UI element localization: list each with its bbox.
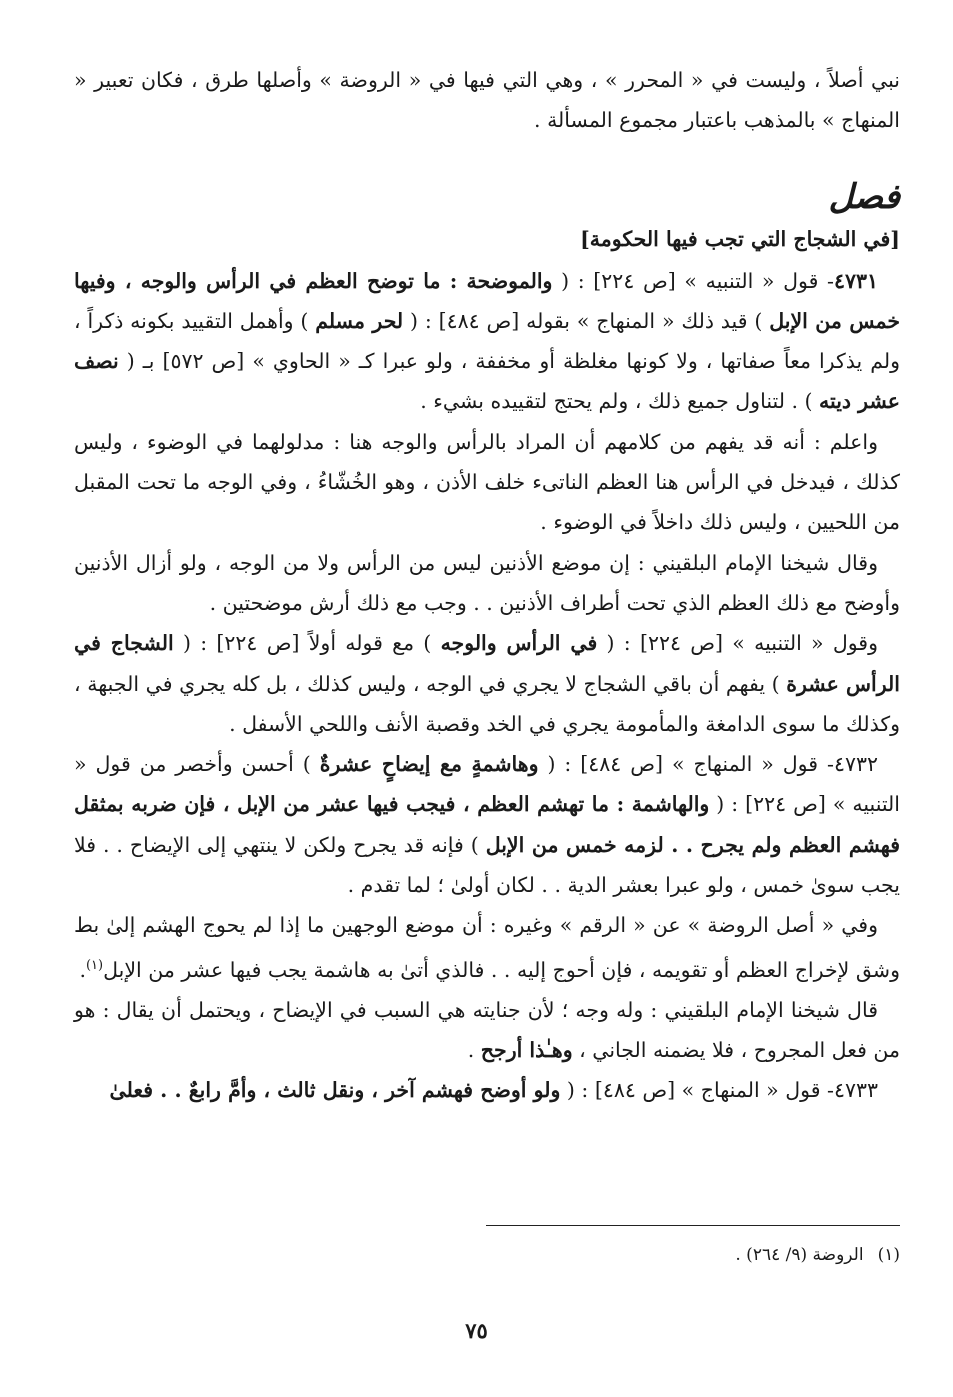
section-ornament xyxy=(74,175,900,219)
p4-b: في الرأس والوجه xyxy=(440,631,598,656)
p7-a: قال شيخنا الإمام البلقيني : وله وجه ؛ لأن جنايته هي السبب في الإيضاح ، ويحتمل أن يقال : هو من فعل المجروح ، فلا يضمنه الجاني ، xyxy=(74,997,900,1063)
p5-b: وهاشمةٍ مع إيضاحٍ عشرةٌ xyxy=(319,752,539,777)
p6-text: وفي « أصل الروضة » عن « الرقم » وغيره : أن موضع الوجهين ما إذا لم يحوج الهشم إلىٰ بط وشق لإخراج العظم أو تقويمه ، فإن أحوج إليه . . فالذي أتىٰ به هاشمة يجب فيها عشر من الإبل xyxy=(74,913,900,982)
p7-c: . xyxy=(467,1038,481,1063)
footnote-number: (١) xyxy=(877,1245,900,1265)
p6-end: . xyxy=(79,957,86,982)
page-body xyxy=(74,60,900,1111)
paragraph-rawda xyxy=(74,905,900,989)
footnote xyxy=(735,1245,900,1265)
p4-c: ) مع قوله أولاً [ص ٢٢٤] : ( xyxy=(173,631,441,656)
fasl-calligraphy: فصل xyxy=(828,176,900,217)
p4-d: الشجاج في الرأس عشرة xyxy=(74,631,900,696)
footnote-marker[interactable]: (١) xyxy=(85,957,104,973)
p1-b: والموضحة : ما توضح العظم في الرأس والوجه ، وفيها خمس من الإبل xyxy=(74,268,900,333)
p1-c: ) قيد ذلك « المنهاج » بقوله [ص ٤٨٤] : ( xyxy=(403,308,770,333)
footnote-divider xyxy=(486,1225,900,1226)
paragraph-4733 xyxy=(74,1070,900,1110)
p1-e: ) وأهمل التقييد بكونه ذكراً ، ولم يذكرا معاً صفاتها ، ولا كونها مغلظة أو مخففة ، ولو عبرا كـ « الحاوي » [ص ٥٧٢] بـ ( xyxy=(74,308,901,374)
p5-d: والهاشمة : ما تهشم العظم ، فيجب فيها عشر من الإبل ، فإن ضربه بمثقل فهشم العظم ولم يجرح xyxy=(74,792,900,857)
p1-g: ) . لتناول جميع ذلك ، ولم يحتج لتقييده بشيء . xyxy=(420,389,820,414)
p8-b: ولو أوضح فهشم آخر ، ونقل ثالث ، وأمَّ رابعٌ . . فعلىٰ xyxy=(109,1078,561,1103)
p1-a: - قول « التنبيه » [ص ٢٢٤] : ( xyxy=(552,268,834,293)
p4-e: ) يفهم أن باقي الشجاج لا يجري في الوجه ، وليس كذلك ، بل كله يجري في الجبهة ، وكذلك ما سوى الدامغة والمأمومة يجري في الخد وقصبة الأنف واللحي الأسفل . xyxy=(74,671,900,736)
paragraph-4731 xyxy=(74,261,900,422)
paragraph-4732 xyxy=(74,744,900,905)
paragraph-bulqini-1: وقال شيخنا الإمام البلقيني : إن موضع الأذنين ليس من الرأس ولا من الوجه ، ولو أزال الأذنين وأوضح مع ذلك العظم الذي تحت أطراف الأذنين . . وجب مع ذلك أرش موضحتين . xyxy=(74,550,900,615)
issue-number-4731: ٤٧٣١ xyxy=(833,268,878,293)
section-heading: [في الشجاج التي تجب فيها الحكومة] xyxy=(580,226,900,251)
footnote-text: الروضة (٩/ ٢٦٤) . xyxy=(735,1245,864,1265)
p4-a: وقول « التنبيه » [ص ٢٢٤] : ( xyxy=(597,631,879,656)
paragraph-waelam: واعلم : أنه قد يفهم من كلامهم أن المراد بالرأس والوجه هنا : مدلولهما في الوضوء ، وليس كذلك ، فيدخل في الرأس هنا العظم الناتىء خلف الأذن ، وهو الخُشّاءُ ، وفي الوجه ما تحت المقبل من اللحيين ، وليس ذلك داخلاً في الوضوء . xyxy=(74,429,900,535)
p5-f: ) فإنه قد يجرح ولكن لا ينتهي إلى الإيضاح . . فلا يجب سوىٰ خمس ، ولو عبرا بعشر الدية . . لكان أولىٰ ؛ لما تقدم . xyxy=(74,832,900,898)
p7-b: وهـٰذا أرجح xyxy=(480,1038,573,1063)
p5-e: . . لزمه خمس من الإبل xyxy=(485,832,701,857)
p5-a: ٤٧٣٢- قول « المنهاج » [ص ٤٨٤] : ( xyxy=(538,752,878,777)
p1-d: لحر مسلم xyxy=(315,308,404,333)
page-number: ٧٥ xyxy=(465,1318,488,1343)
paragraph-bulqini-2 xyxy=(74,990,900,1071)
p8-a: ٤٧٣٣- قول « المنهاج » [ص ٤٨٤] : ( xyxy=(560,1078,878,1103)
paragraph-continuation: نبي أصلاً ، وليست في « المحرر » ، وهي التي فيها في « الروضة » وأصلها طرق ، فكان تعبير « المنهاج » بالمذهب باعتبار مجموع المسألة . xyxy=(74,68,900,133)
paragraph-tanbih-quote xyxy=(74,623,900,744)
p5-c: ) أحسن وأخصر من قول « التنبيه » [ص ٢٢٤] : ( xyxy=(74,752,901,817)
p1-f: نصف عشر ديته xyxy=(74,349,900,414)
